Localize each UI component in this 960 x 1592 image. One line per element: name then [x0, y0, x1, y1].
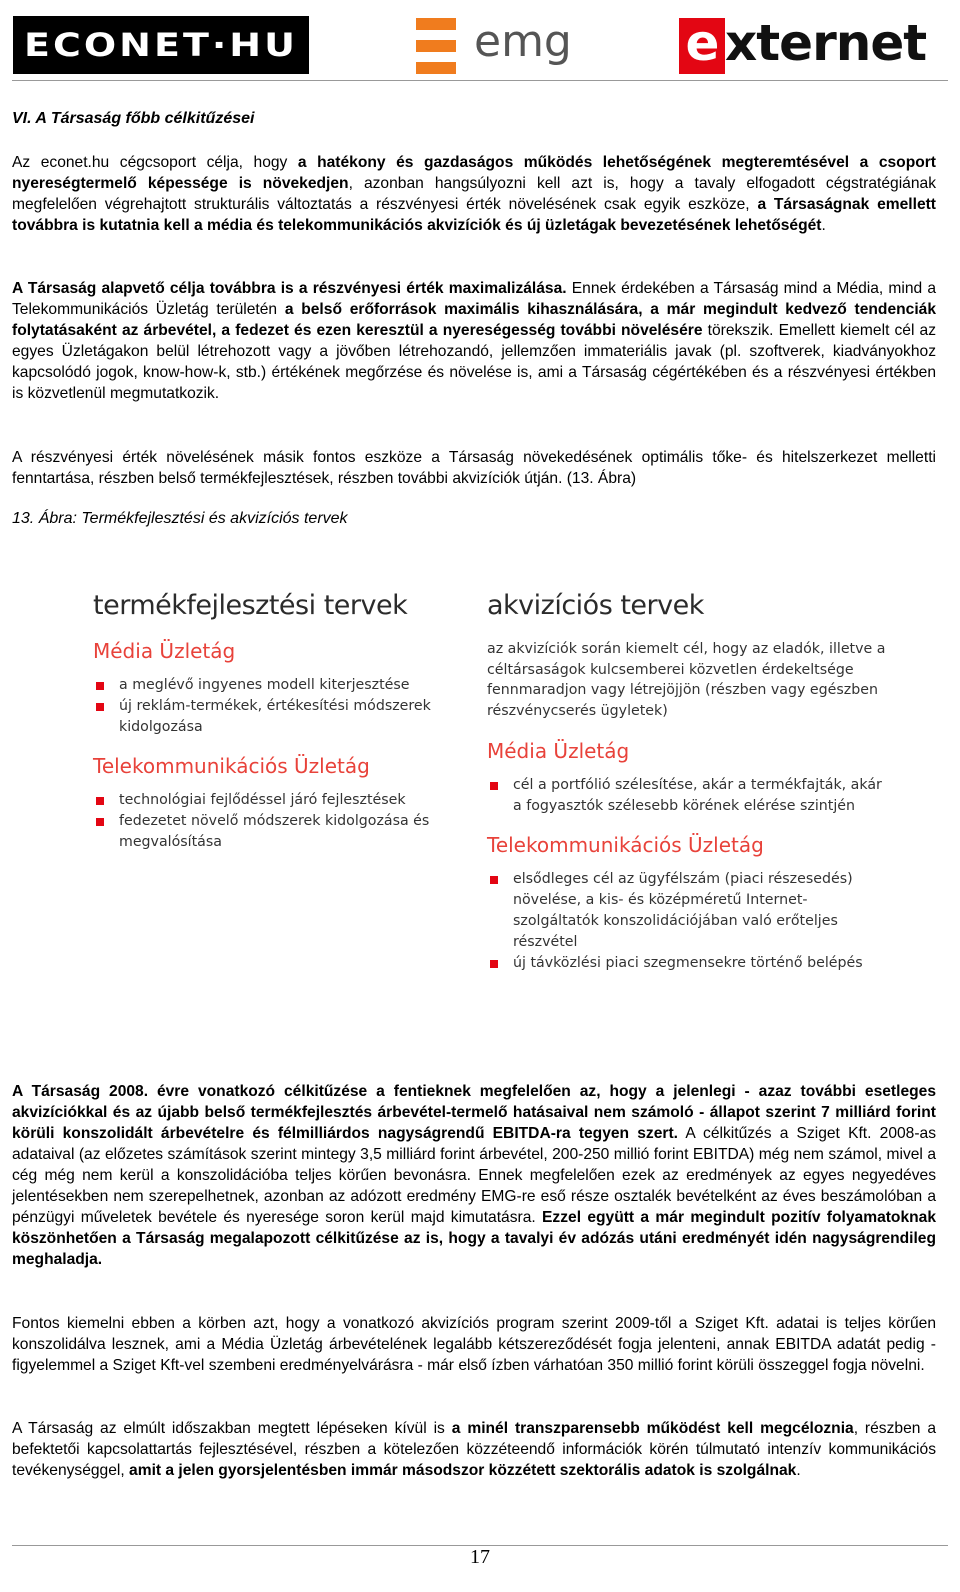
telco-heading: Telekommunikációs Üzletág	[487, 833, 764, 857]
paragraph-4: A Társaság 2008. évre vonatkozó célkitűzése a fentieknek megfelelően az, hogy a jelenlegi - azaz további esetleges akvizíciókkal és az újabb belső termékfejlesztés árbevétel-termelő hatásaival nem számoló - állapot szerint 7 milliárd forint körüli konszolidált árbevételre és félmilliárdos nagyságrendű EBITDA-ra tegyen szert. A célkitűzés a Sziget Kft. 2008-as adataival (az előzetes számítások szerint mintegy 3,5 milliárd forint árbevétel, 200-250 millió forint EBITDA) még nem számol, mivel a cég még nem kerül a konszolidációba teljes körűen bevonásra. Ennek megfelelően ezek az eredmények az egyes negyedéves jelentésekben nem szerepelhetnek, azonban az adózott eredmény EMG-re eső része osztalék bevételként az éves beszámolóban a pénzügyi műveletek bevétele és nyeresége soron kerül majd kimutatásra. Ezzel együtt a már megindult pozitív folyamatoknak köszönhetően a Társaság megalapozott célkitűzése az is, hogy a tavalyi év adózás utáni eredményét idén nagyságrendileg meghaladja.	[12, 1083, 936, 1268]
media-heading: Média Üzletág	[93, 639, 236, 663]
externet-logo: e xternet	[679, 14, 949, 80]
econet-logo: ECONET·HU	[13, 16, 309, 74]
header-divider	[12, 80, 948, 81]
header-logos	[12, 8, 948, 80]
telco-heading: Telekommunikációs Üzletág	[93, 754, 370, 778]
list-item: technológiai fejlődéssel járó fejlesztések	[93, 790, 463, 811]
bullet-icon	[96, 682, 104, 690]
emg-logo: emg	[416, 14, 586, 78]
bullet-icon	[490, 782, 498, 790]
media-list	[93, 675, 463, 738]
emg-logo-icon	[416, 18, 456, 74]
section-heading: VI. A Társaság főbb célkitűzései	[12, 110, 255, 127]
product-development-column	[93, 590, 463, 869]
list-item: a meglévő ingyenes modell kiterjesztése	[93, 675, 463, 696]
telco-list	[487, 869, 887, 974]
paragraph-5: Fontos kiemelni ebben a körben azt, hogy a vonatkozó akvizíciós program szerint 2009-től a Sziget Kft. adatai is teljes körűen konszolidálva lesznek, ami a Média Üzletág árbevételének legalább kétszereződését fogja jelenteni, annak EBITDA adatát pedig - figyelemmel a Sziget Kft-vel szembeni eredményelvárásra - már első ízben várhatóan 350 millió forint körüli összeggel fogja növelni.	[12, 1315, 936, 1374]
product-development-title: termékfejlesztési tervek	[93, 590, 408, 621]
bullet-icon	[96, 703, 104, 711]
bullet-icon	[96, 818, 104, 826]
list-item: új távközlési piaci szegmensekre történő belépés	[487, 953, 887, 974]
acquisition-column	[487, 590, 887, 990]
bullet-icon	[490, 876, 498, 884]
page-number: 17	[470, 1546, 490, 1568]
acquisition-intro: az akvizíciók során kiemelt cél, hogy az eladók, illetve a céltársaságok kulcsemberei közvetlen érdekeltsége fennmaradjon vagy létrejöjjön (részben vagy egészben részvénycserés ügyletek)	[487, 641, 886, 719]
paragraph-3: A részvényesi érték növelésének másik fontos eszköze a Társaság növekedésének optimális tőke- és hitelszerkezet melletti fenntartása, részben belső termékfejlesztések, részben további akvizíciók útján. (13. Ábra)	[12, 449, 936, 487]
plans-figure	[90, 590, 886, 1030]
paragraph-6: A Társaság az elmúlt időszakban megtett lépéseken kívül is a minél transzparensebb működést kell megcéloznia, részben a befektetői kapcsolattartás fejlesztésével, részben a kötelezően közzéteendő információk körén túlmutató intenzív kommunikációs tevékenységgel, amit a jelen gyorsjelentésben immár másodszor közzétett szektorális adatok is szolgálnak.	[12, 1420, 936, 1479]
figure-caption: 13. Ábra: Termékfejlesztési és akvizíciós tervek	[12, 510, 348, 527]
list-item: elsődleges cél az ügyfélszám (piaci részesedés) növelése, a kis- és középméretű Internet-szolgáltatók konszolidációjában való erőteljes részvétel	[487, 869, 887, 953]
media-heading: Média Üzletág	[487, 739, 630, 763]
media-list	[487, 775, 887, 817]
list-item: cél a portfólió szélesítése, akár a termékfajták, akár a fogyasztók szélesebb körének elérése szintjén	[487, 775, 887, 817]
list-item: fedezetet növelő módszerek kidolgozása és megvalósítása	[93, 811, 463, 853]
bullet-icon	[490, 960, 498, 968]
telco-list	[93, 790, 463, 853]
paragraph-2: A Társaság alapvető célja továbbra is a részvényesi érték maximalizálása. Ennek érdekében a Társaság mind a Média, mind a Telekommunikációs Üzletág területén a belső erőforrások maximális kihasználására, a már megindult kedvező tendenciák folytatásaként az árbevétel, a fedezet és ezen keresztül a nyereségesség további növelésére törekszik. Emellett kiemelt cél az egyes Üzletágakon belül létrehozott vagy a jövőben létrehozandó, jellemzően immateriális javak (pl. szoftverek, kiadványokhoz kapcsolódó jogok, know-how-k, stb.) értékének megőrzése és növelése is, ami a Társaság cégértékében és a részvényesi értékben is közvetlenül megmutatkozik.	[12, 280, 937, 402]
paragraph-1: Az econet.hu cégcsoport célja, hogy a hatékony és gazdaságos működés lehetőségének megteremtésével a csoport nyereségtermelő képessége is növekedjen, azonban hangsúlyozni kell azt is, hogy a tavaly elfogadott cégstratégiának megfelelően végrehajtott strukturális változtatás a részvényesi érték növelésének csak egyik eszköze, a Társaságnak emellett továbbra is kutatnia kell a média és telekommunikációs akvizíciók és új üzletágak bevezetésének lehetőségét.	[12, 154, 937, 234]
list-item: új reklám-termékek, értékesítési módszerek kidolgozása	[93, 696, 463, 738]
bullet-icon	[96, 797, 104, 805]
acquisition-title: akvizíciós tervek	[487, 590, 704, 621]
